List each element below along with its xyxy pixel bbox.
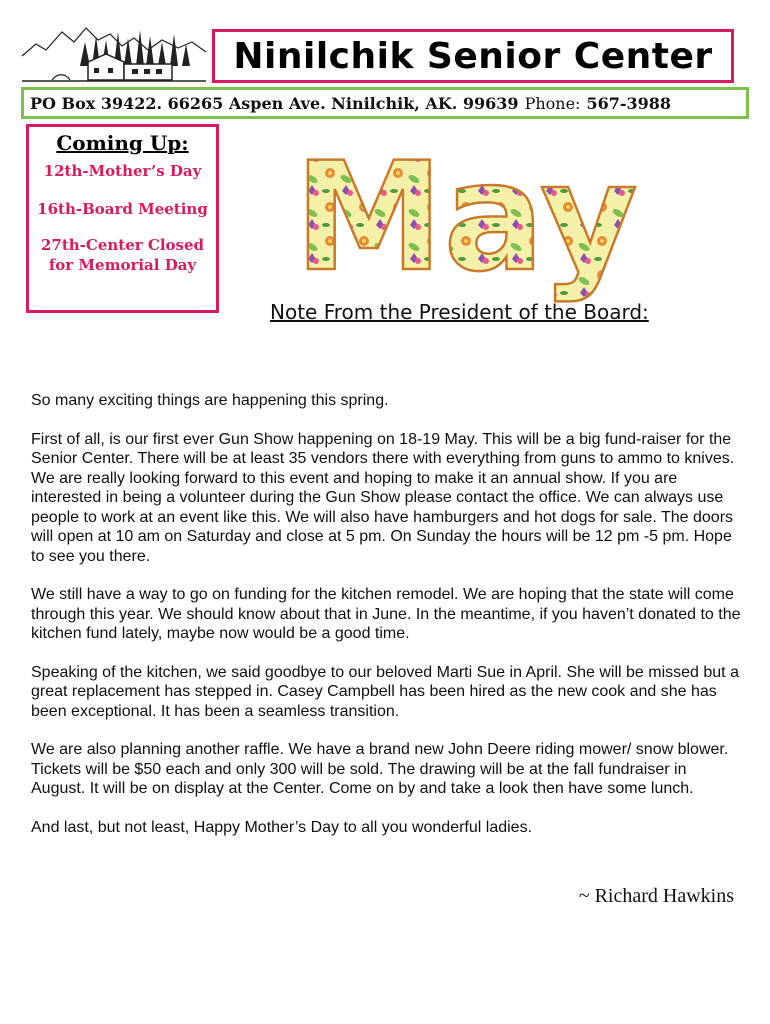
- coming-up-box: [26, 124, 219, 313]
- phone-number: 567-3988: [586, 93, 672, 113]
- signature: ~ Richard Hawkins: [578, 885, 734, 907]
- letter-paragraph: And last, but not least, Happy Mother’s Day to all you wonderful ladies.: [31, 818, 533, 836]
- event-item: 27th-Center Closed for Memorial Day: [40, 236, 205, 274]
- letter-paragraph: First of all, is our first ever Gun Show happening on 18-19 May. This will be a big fund-raiser for the Senior Center. There will be at least 35 vendors there with everything from guns to ammo to knives. We are really looking forward to this event and hoping to make it an annual show. If you are interested in being a volunteer during the Gun Show please contact the office. We can always use people to work at an event like this. We will also have hamburgers and hot dogs for sale. The doors will open at 10 am on Saturday and close at 5 pm. On Sunday the hours will be 12 pm -5 pm. Hope to see you there.: [31, 430, 735, 565]
- letter-paragraph: We still have a way to go on funding for the kitchen remodel. We are hoping that the state will come through this year. We should know about that in June. In the meantime, if you haven’t donated to the kitchen fund lately, maybe now would be a good time.: [31, 586, 741, 642]
- event-item: 16th-Board Meeting: [37, 200, 208, 218]
- may-lettering-art: [294, 131, 638, 305]
- page-title: Ninilchik Senior Center: [233, 35, 713, 77]
- letter-paragraph: We are also planning another raffle. We have a brand new John Deere riding mower/ snow blower. Tickets will be $50 each and only 300 will be sold. The drawing will be at the fall fundraiser in August. It will be on display at the Center. Come on by and take a look then have some lunch.: [31, 741, 729, 797]
- event-item: 12th-Mother’s Day: [43, 162, 202, 180]
- note-heading: Note From the President of the Board:: [270, 300, 649, 324]
- letter-paragraph: Speaking of the kitchen, we said goodbye to our beloved Marti Sue in April. She will be missed but a great replacement has stepped in. Casey Campbell has been hired as the new cook and she has been exceptional. It has been a seamless transition.: [31, 663, 739, 720]
- title-box: [212, 29, 734, 83]
- letter-paragraph: So many exciting things are happening this spring.: [31, 392, 389, 409]
- coming-up-heading: Coming Up:: [56, 131, 189, 155]
- letter-body: [31, 391, 743, 856]
- address-text: PO Box 39422. 66265 Aspen Ave. Ninilchik, AK. 99639: [30, 93, 519, 113]
- address-bar: [21, 87, 749, 119]
- may-text: May: [294, 131, 638, 305]
- phone-label: Phone:: [524, 93, 581, 113]
- center-logo: [22, 22, 206, 84]
